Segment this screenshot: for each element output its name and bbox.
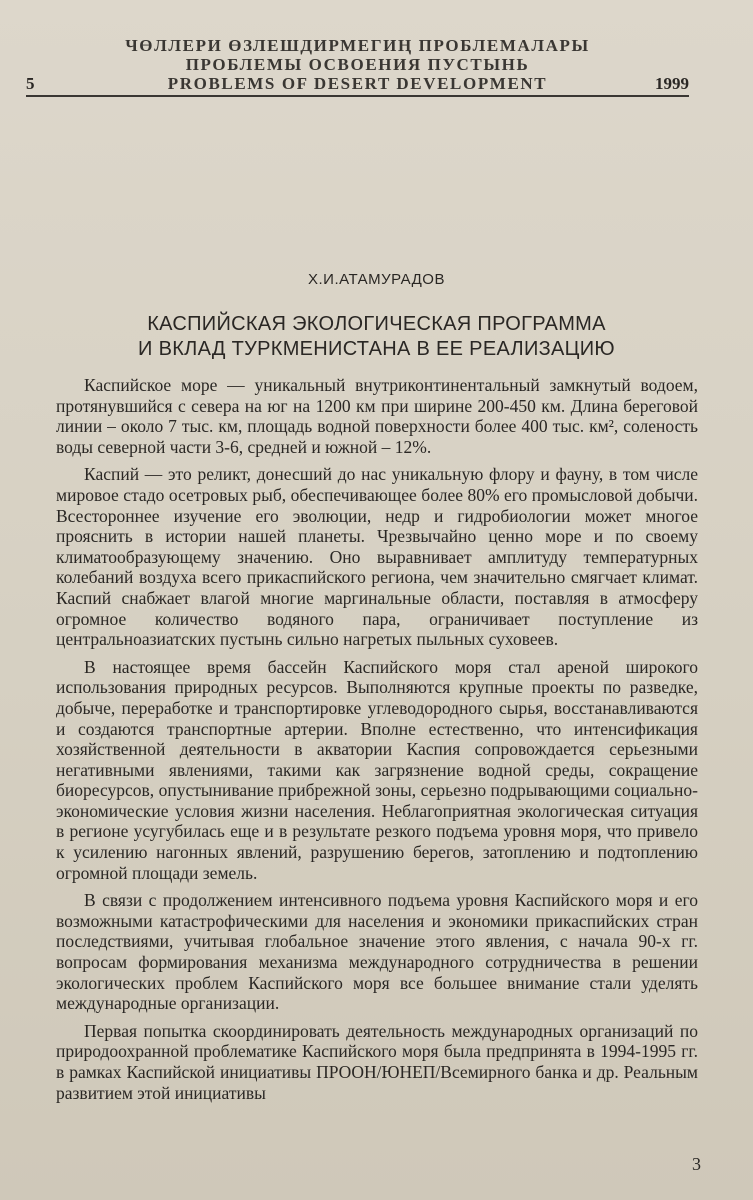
paragraph: В связи с продолжением интенсивного подъема уровня Каспийского моря и его возможными катастрофическими для населения и экономики прикаспийских стран последствиями, учитывая глобальное значение этого явления, с начала 90-х гг. вопросам формирования механизма международного сотрудничества в решении экологических проблем Каспийского моря все большее внимание стали уделять международные организации. bbox=[56, 890, 698, 1014]
article-title bbox=[0, 312, 753, 362]
paragraph: Каспийское море — уникальный внутриконтинентальный замкнутый водоем, протянувшийся с севера на юг на 1200 км при ширине 200-450 км. Длина береговой линии – около 7 тыс. км, площадь водной поверхности более 400 тыс. км², соленость воды северной части 3-6, средней и южной – 12%. bbox=[56, 375, 698, 457]
journal-header bbox=[26, 36, 689, 97]
paragraph: Первая попытка скоординировать деятельность международных организаций по природоохранной проблематике Каспийского моря была предпринята в 1994-1995 гг. в рамках Каспийской инициативы ПРООН/ЮНЕП/Всемирного банка и др. Реальным развитием этой инициативы bbox=[56, 1020, 698, 1103]
publication-year: 1999 bbox=[655, 74, 689, 93]
article-body bbox=[56, 375, 698, 1103]
paragraph: В настоящее время бассейн Каспийского моря стал ареной широкого использования природных ресурсов. Выполняются крупные проекты по разведке, добыче, переработке и транспортировке углеводородного сырья, восстанавливаются и создаются транспортные артерии. Вполне естественно, что интенсификация хозяйственной деятельности в акватории Каспия сопровождается серьезными негативными явлениями, такими как загрязнение водной среды, сокращение биоресурсов, опустынивание прибрежной зоны, серьезно подрывающими социально-экономические условия жизни населения. Неблагоприятная экологическая ситуация в регионе усугубилась еще и в результате резкого подъема уровня моря, что привело к усилению нагонных явлений, разрушению берегов, затоплению и подтоплению огромной площади земель. bbox=[56, 656, 698, 883]
issue-number: 5 bbox=[26, 74, 35, 93]
journal-title-russian: ПРОБЛЕМЫ ОСВОЕНИЯ ПУСТЫНЬ bbox=[185, 55, 530, 74]
paragraph: Каспий — это реликт, донесший до нас уникальную флору и фауну, в том числе мировое стадо осетровых рыб, обеспечивающее более 80% его промысловой добычи. Всестороннее изучение его эволюции, недр и гидробиологии может многое прояснить в истории нашей планеты. Чрезвычайно ценно море и по своему климатообразующему значению. Оно выравнивает амплитуду температурных колебаний воздуха всего прикаспийского региона, чем значительно смягчает климат. Каспий снабжает влагой многие маргинальные области, поставляя в атмосферу огромное количество водяного пара, ограничивает поступление из центральноазиатских пустынь сильно нагретых пыльных суховеев. bbox=[56, 464, 698, 650]
page-number: 3 bbox=[692, 1154, 701, 1174]
article-author: Х.И.АТАМУРАДОВ bbox=[308, 271, 445, 288]
journal-title-english: PROBLEMS OF DESERT DEVELOPMENT bbox=[167, 74, 548, 93]
header-rule bbox=[26, 95, 689, 97]
article-title-line-1: КАСПИЙСКАЯ ЭКОЛОГИЧЕСКАЯ ПРОГРАММА bbox=[147, 313, 606, 335]
journal-header-row bbox=[26, 74, 689, 93]
journal-title-turkmen: ЧӨЛЛЕРИ ӨЗЛЕШДИРМЕГИҢ ПРОБЛЕМАЛАРЫ bbox=[125, 36, 590, 55]
article-title-line-2: И ВКЛАД ТУРКМЕНИСТАНА В ЕЕ РЕАЛИЗАЦИЮ bbox=[138, 338, 615, 360]
